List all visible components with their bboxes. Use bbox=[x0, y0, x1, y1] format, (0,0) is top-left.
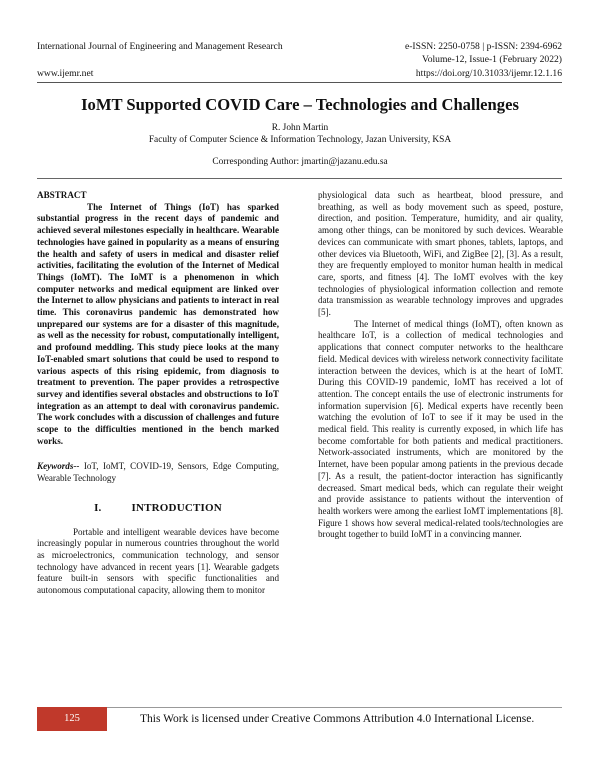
section-title: INTRODUCTION bbox=[131, 501, 222, 514]
journal-website[interactable]: www.ijemr.net bbox=[37, 68, 94, 79]
section-heading-introduction bbox=[37, 503, 279, 515]
paper-title: IoMT Supported COVID Care – Technologies and Challenges bbox=[81, 95, 519, 114]
corresponding-author bbox=[0, 157, 600, 167]
author-affiliation: Faculty of Computer Science & Information Technology, Jazan University, KSA bbox=[148, 135, 452, 145]
corresponding-email-link[interactable]: jmartin@jazanu.edu.sa bbox=[301, 157, 388, 167]
intro-paragraph-1: Portable and intelligent wearable devices have become increasingly popular in numerous countries throughout the world as microelectronics, communication technology, and sensor technology have advanced in recent years [1]. Wearable gadgets feature built-in sensors with specific functionalities and autonomous computational capacity, allowing them to monitor bbox=[37, 526, 279, 596]
journal-name: International Journal of Engineering and Management Research bbox=[37, 41, 283, 52]
issn: e-ISSN: 2250-0758 | p-ISSN: 2394-6962 bbox=[404, 41, 562, 52]
corresponding-label: Corresponding Author: bbox=[212, 157, 302, 167]
right-column bbox=[318, 190, 563, 541]
keywords bbox=[37, 461, 279, 484]
header-divider bbox=[37, 82, 562, 83]
title-divider bbox=[37, 178, 562, 179]
intro-paragraph-continued: physiological data such as heartbeat, blood pressure, and breathing, as well as body movement such as speed, posture, direction, and position. Temperature, humidity, and air quality, among other things, can be monitored by such devices. Wearable devices can communicate with smart phones, tablets, laptops, and other devices via Bluetooth, WiFi, and ZigBee [2], [3]. As a result, they are frequently employed to monitor human health in medical care, sports, and fitness [4]. The IoMT evolves with the key technologies of physiological information collection and remote data transmission as wearable technology improves and upgrades [5]. bbox=[318, 190, 563, 318]
intro-paragraph-2: The Internet of medical things (IoMT), often known as healthcare IoT, is a collection of medical technologies and applications that connect computer networks to the healthcare field. Medical devices with wireless network connectivity facilitate interaction between the devices, which is at the heart of IoMT. During this COVID-19 pandemic, IoMT has received a lot of attention. The concept entails the use of electronic instruments for information supervision [6]. Medical experts have recently been watching the evolution of IoT to see if it may be used in the medical field. This reality is currently exposed, in which life has become comfortable for both patients and medical practitioners. Network-associated instruments, which are monitored by the Internet, have been popular among patients in the previous decade [7]. As a result, the patient-doctor interaction has significantly decreased. Smart medical beds, which can regulate their weight and provide assistance to patients without the intervention of health workers were among the earliest IoMT implementations [8]. Figure 1 shows how several medical-related tools/technologies are brought together to build IoMT in a convincing manner. bbox=[318, 318, 563, 540]
license-notice: This Work is licensed under Creative Commons Attribution 4.0 International License. bbox=[140, 713, 535, 725]
page-number: 125 bbox=[37, 707, 107, 731]
left-column bbox=[37, 190, 279, 597]
abstract-heading: ABSTRACT bbox=[37, 190, 87, 200]
doi-link[interactable]: https://doi.org/10.31033/ijemr.12.1.16 bbox=[415, 68, 562, 79]
volume-issue: Volume-12, Issue-1 (February 2022) bbox=[422, 54, 562, 65]
author-name: R. John Martin bbox=[271, 123, 329, 133]
keywords-label: Keywords-- bbox=[37, 461, 80, 472]
section-number: I. bbox=[94, 501, 102, 514]
keywords-text: IoT, IoMT, COVID-19, Sensors, Edge Computing, Wearable Technology bbox=[37, 461, 279, 484]
abstract-text: The Internet of Things (IoT) has sparked substantial progress in the recent days of pandemic and achieved several milestones especially in healthcare. Wearable technologies have gained in popularity as a means of ensuring the health and safety of users in medical and disaster relief activities, facilitating the evolution of the Internet of Medical Things (IoMT). The IoMT is a phenomenon in which computer networks and medical equipment are linked over the Internet to allow physicians and patients to interact in real time. This coronavirus pandemic has demonstrated how unprepared our systems are for a disaster of this magnitude, as well as the necessity for robust, computationally intelligent, and profound meddling. This study piece looks at the many IoT-enabled smart solutions that could be used to respond to various aspects of this rising epidemic, from diagnosis to treatment to prevention. The paper provides a retrospective survey and identifies several obstacles and obstructions to IoT integration as an attempt to deal with coronavirus pandemic. The work concludes with a discussion of challenges and future scope to the difficulties mentioned in the bench marked works. bbox=[37, 201, 279, 446]
